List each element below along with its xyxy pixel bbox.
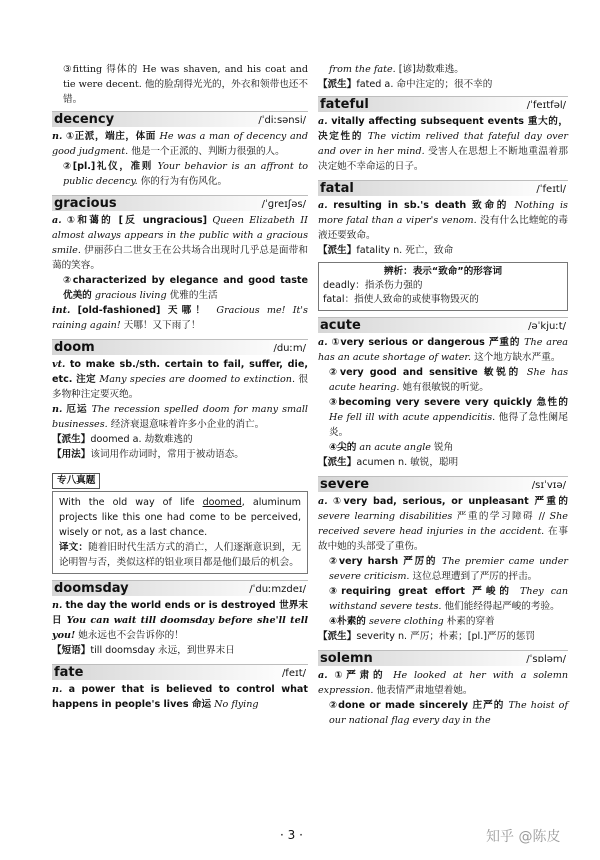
headword-bar xyxy=(318,476,568,492)
definition: resulting in sb.'s death 致命的 xyxy=(333,200,509,211)
pronunciation: /ˈsɒləm/ xyxy=(526,654,566,665)
headword-bar xyxy=(52,339,308,355)
sense xyxy=(318,365,568,395)
exam-section xyxy=(52,468,308,574)
example: He was a man of decency and good judgment. xyxy=(52,131,309,157)
example: Many species are doomed to extinction. xyxy=(99,374,295,385)
derived-text: severity n. 严厉；朴素；[pl.]严厉的惩罚 xyxy=(356,631,535,642)
example: from the fate. xyxy=(329,64,396,75)
definition: ①和蔼的 [反 ungracious] xyxy=(66,215,208,226)
definition: to make sb./sth. certain to fail, suffer, die, etc. 注定 xyxy=(52,359,308,385)
sense xyxy=(52,598,308,643)
synonym-box xyxy=(318,262,568,311)
definition: ②characterized by elegance and good taste 优美的 xyxy=(63,275,308,301)
translation: 他表情严肃地望着她。 xyxy=(376,685,473,696)
page-number: · 3 · xyxy=(280,828,303,842)
part-of-speech: a. xyxy=(318,337,328,348)
definition: ②very good and sensitive 敏锐的 xyxy=(329,367,522,378)
example: He looked at her with a solemn expression. xyxy=(318,670,568,696)
translation: 她永远也不会告诉你的！ xyxy=(78,630,184,641)
example: severe clothing xyxy=(368,616,444,627)
derived-line xyxy=(318,77,568,92)
definition: ②very harsh 严厉的 xyxy=(329,556,438,567)
sense xyxy=(318,114,568,174)
translation: 他是一个正派的、判断力很强的人。 xyxy=(131,146,285,157)
entry-fate xyxy=(52,664,308,712)
pronunciation: /ˈfeɪtl/ xyxy=(536,184,566,195)
example: They can withstand severe tests. xyxy=(329,586,568,612)
entry-fateful xyxy=(318,96,568,174)
derived-text: fated a. 命中注定的；很不幸的 xyxy=(356,79,493,90)
synonym-box-title: 辨析：表示“致命”的形容词 xyxy=(383,266,503,277)
headword-bar xyxy=(52,195,308,211)
definition: ②[pl.]礼仪，准则 xyxy=(63,161,153,172)
definition: the day the world ends or is destroyed 世界末日 xyxy=(52,600,308,626)
definition: ④尖的 xyxy=(329,442,357,453)
definition: ①very bad, serious, or unpleasant 严重的 xyxy=(333,496,568,507)
exam-text-after: , aluminum projects like this one had come to be perceived, wisely or not, as a last chance. xyxy=(59,497,301,538)
exam-box xyxy=(52,491,308,574)
headword-bar xyxy=(318,650,568,666)
usage-text: 该词用作动词时，常用于被动语态。 xyxy=(90,449,244,460)
translation: 经济衰退意味着许多小企业的消亡。 xyxy=(110,419,265,430)
entry-decency xyxy=(52,111,308,189)
sense xyxy=(52,402,308,432)
translation: 她有很敏锐的听觉。 xyxy=(402,382,489,393)
example: an acute angle xyxy=(359,442,431,453)
part-of-speech: vt. xyxy=(52,359,66,370)
derived-text: doomed a. 劫数难逃的 xyxy=(90,434,193,445)
translation: 锐角 xyxy=(434,442,454,453)
headword: solemn xyxy=(320,651,373,666)
translation: 很多物种注定要灭绝。 xyxy=(52,374,308,400)
example: Nothing is more fatal than a viper's venom. xyxy=(318,200,568,226)
pronunciation: /feɪt/ xyxy=(281,668,306,679)
definition: ①正派，端庄，体面 xyxy=(65,131,156,142)
part-of-speech: int. xyxy=(52,305,71,316)
part-of-speech: a. xyxy=(318,670,328,681)
headword-bar xyxy=(52,111,308,127)
derived-tag: 【派生】 xyxy=(318,631,357,642)
definition: vitally affecting subsequent events 重大的，决定性的 xyxy=(318,116,568,142)
derived-line xyxy=(52,432,308,447)
headword-bar xyxy=(318,180,568,196)
watermark: 知乎 @陈皮 xyxy=(486,829,561,845)
translation: 这位总理遭到了严厉的抨击。 xyxy=(412,571,538,582)
pronunciation: /əˈkjuːt/ xyxy=(528,321,566,332)
sense xyxy=(52,682,308,712)
part-of-speech: n. xyxy=(52,404,63,415)
example: Your behavior is an affront to public decency. xyxy=(63,161,308,187)
part-of-speech: a. xyxy=(52,215,62,226)
definition: ③requiring great effort 严峻的 xyxy=(329,586,513,597)
headword: acute xyxy=(320,318,361,333)
translation-tag: 译文： xyxy=(59,542,89,553)
part-of-speech: n. xyxy=(52,684,63,695)
headword-bar xyxy=(52,580,308,596)
derived-text: fatality n. 死亡，致命 xyxy=(356,245,454,256)
sense xyxy=(318,335,568,365)
headword: doomsday xyxy=(54,581,129,596)
example: He fell ill with acute appendicitis. xyxy=(329,412,496,423)
sense xyxy=(318,614,568,629)
example: No flying xyxy=(214,699,259,710)
derived-tag: 【派生】 xyxy=(318,457,357,468)
example: The victim relived that fateful day over and over in her mind. xyxy=(318,131,568,157)
sense xyxy=(318,584,568,614)
headword: fatal xyxy=(320,181,354,196)
fate-example-fragment xyxy=(318,62,568,77)
example: She received severe head injuries in the accident. xyxy=(318,511,568,537)
sense xyxy=(52,159,308,189)
entry-solemn xyxy=(318,650,568,728)
translation: 他们能经得起严峻的考验。 xyxy=(444,601,560,612)
sense xyxy=(52,213,308,273)
sense xyxy=(52,129,308,159)
pronunciation: /duːm/ xyxy=(273,343,306,354)
sense xyxy=(52,273,308,303)
phrase-text: till doomsday 永远，到世界末日 xyxy=(90,645,235,656)
definition: ①very serious or dangerous 严重的 xyxy=(331,337,521,348)
pronunciation: /ˈɡreɪʃəs/ xyxy=(261,199,306,210)
right-column xyxy=(318,62,568,734)
translation-text: 随着旧时代生活方式的消亡，人们逐渐意识到，无论明智与否，类似这样的铝业项目都是他们最后的机会。 xyxy=(59,542,302,568)
sense xyxy=(318,395,568,440)
usage-line xyxy=(52,447,308,462)
definition: 厄运 xyxy=(66,404,88,415)
example: She has acute hearing. xyxy=(329,367,568,393)
headword: severe xyxy=(320,477,370,492)
exam-text-before: With the old way of life xyxy=(59,497,203,508)
derived-line xyxy=(318,243,568,258)
headword-bar xyxy=(318,317,568,333)
headword-bar xyxy=(52,664,308,680)
definition: ①严肃的 xyxy=(334,670,387,681)
exam-translation xyxy=(59,540,301,570)
translation: 在事故中她的头部受了重伤。 xyxy=(318,526,568,552)
synonym-row: fatal：指使人致命的或使事物毁灭的 xyxy=(323,294,479,305)
example: You can wait till doomsday before she'll tell you! xyxy=(52,615,308,641)
entry-fatal xyxy=(318,180,568,311)
usage-tag: 【用法】 xyxy=(52,449,91,460)
entry-acute xyxy=(318,317,568,470)
sense xyxy=(52,303,308,333)
example: severe learning disabilities xyxy=(318,511,453,522)
translation: 严重的学习障碍 // xyxy=(456,511,546,522)
example: Gracious me! It's raining again! xyxy=(52,305,308,331)
part-of-speech: n. xyxy=(52,600,63,611)
sense xyxy=(318,554,568,584)
definition: [old-fashioned] 天哪！ xyxy=(77,305,210,316)
translation: 受害人在思想上不断地重温着那决定她不幸命运的日子。 xyxy=(318,146,568,172)
headword: decency xyxy=(54,112,115,127)
exam-text xyxy=(59,495,301,540)
sense xyxy=(52,357,308,402)
derived-line xyxy=(318,455,568,470)
exam-tag: 专八真题 xyxy=(52,473,100,489)
derived-tag: 【派生】 xyxy=(52,434,91,445)
sense xyxy=(318,494,568,554)
headword: gracious xyxy=(54,196,117,211)
sense xyxy=(318,698,568,728)
sense xyxy=(318,440,568,455)
example: The recession spelled doom for many small businesses. xyxy=(52,404,308,430)
synonym-row: deadly：指杀伤力强的 xyxy=(323,280,423,291)
headword: doom xyxy=(54,340,95,355)
left-column xyxy=(52,62,308,718)
derived-line xyxy=(318,629,568,644)
pronunciation: /ˈduːmzdeɪ/ xyxy=(249,584,306,595)
derived-tag: 【派生】 xyxy=(318,245,357,256)
translation: 这个地方缺水严重。 xyxy=(474,352,561,363)
translation: 朴素的穿着 xyxy=(446,616,495,627)
pronunciation: /ˈfeɪtfəl/ xyxy=(526,100,566,111)
definition: ②done or made sincerely 庄严的 xyxy=(329,700,505,711)
derived-text: acumen n. 敏锐，聪明 xyxy=(356,457,459,468)
translation: 没有什么比蝰蛇的毒液还要致命。 xyxy=(318,215,568,241)
exam-highlight: doomed xyxy=(202,497,242,508)
translation: 优雅的生活 xyxy=(169,290,218,301)
example: The area has an acute shortage of water. xyxy=(318,337,568,363)
example: gracious living xyxy=(94,290,167,301)
definition: ③becoming very severe very quickly 急性的 xyxy=(329,397,568,408)
entry-gracious xyxy=(52,195,308,333)
part-of-speech: a. xyxy=(318,116,328,127)
pronunciation: /sɪˈvɪə/ xyxy=(531,480,566,491)
entry-doomsday xyxy=(52,580,308,658)
part-of-speech: a. xyxy=(318,496,328,507)
headword: fateful xyxy=(320,97,369,112)
translation: 伊丽莎白二世女王在公共场合出现时几乎总是面带和蔼的笑容。 xyxy=(52,245,308,271)
entry-doom xyxy=(52,339,308,462)
sense xyxy=(318,668,568,698)
headword: fate xyxy=(54,665,84,680)
part-of-speech: a. xyxy=(318,200,328,211)
example: The premier came under severe criticism. xyxy=(329,556,568,582)
sense xyxy=(318,198,568,243)
translation: 你的行为有伤风化。 xyxy=(140,176,228,187)
part-of-speech: n. xyxy=(52,131,63,142)
phrase-tag: 【短语】 xyxy=(52,645,91,656)
decent-sense-fragment: ③fitting 得体的 He was shaven, and his coat and tie were decent. 他的脸刮得光光的，外衣和领带也还不错。 xyxy=(63,64,308,105)
translation: [谚]劫数难逃。 xyxy=(398,64,464,75)
translation: 天哪！又下雨了！ xyxy=(123,320,201,331)
definition: ④朴素的 xyxy=(329,616,366,627)
example: Queen Elizabeth II almost always appears in the public with a gracious smile. xyxy=(52,215,308,256)
definition: a power that is believed to control what happens in people's lives 命运 xyxy=(52,684,308,710)
translation: 他得了急性阑尾炎。 xyxy=(329,412,568,438)
entry-severe xyxy=(318,476,568,644)
phrase-line xyxy=(52,643,308,658)
pronunciation: /ˈdiːsənsi/ xyxy=(258,115,306,126)
derived-tag: 【派生】 xyxy=(318,79,357,90)
example: The hoist of our national flag every day in the xyxy=(329,700,568,726)
headword-bar xyxy=(318,96,568,112)
